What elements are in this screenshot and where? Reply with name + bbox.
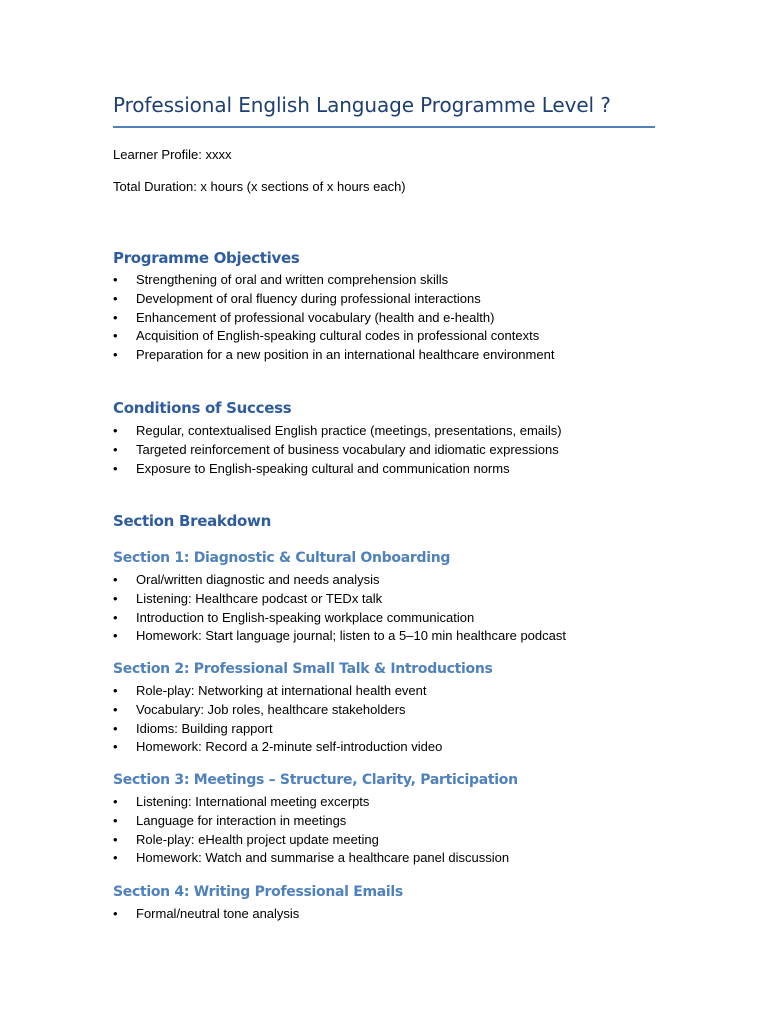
bullet-icon: • — [113, 441, 118, 457]
objectives-heading: Programme Objectives — [113, 249, 300, 267]
section-2-heading: Section 2: Professional Small Talk & Introductions — [113, 661, 493, 677]
section-4-list — [113, 905, 299, 924]
list-item-text: Strengthening of oral and written comprehension skills — [136, 272, 449, 287]
list-item-text: Idioms: Building rapport — [136, 720, 273, 736]
bullet-icon: • — [113, 328, 118, 344]
list-item-text: Acquisition of English-speaking cultural codes in professional contexts — [136, 328, 540, 344]
objectives-list — [113, 271, 554, 365]
list-item — [113, 720, 442, 739]
bullet-icon: • — [113, 572, 118, 587]
list-item — [113, 460, 562, 479]
section-4-heading: Section 4: Writing Professional Emails — [113, 884, 403, 900]
list-item-text: Oral/written diagnostic and needs analysis — [136, 572, 380, 587]
bullet-icon: • — [113, 683, 118, 698]
list-item — [113, 346, 554, 365]
bullet-icon: • — [113, 739, 118, 755]
list-item — [113, 309, 554, 328]
bullet-icon: • — [113, 831, 118, 847]
list-item-text: Vocabulary: Job roles, healthcare stakeholders — [136, 701, 406, 717]
list-item-text: Listening: Healthcare podcast or TEDx talk — [136, 590, 383, 606]
bullet-icon: • — [113, 423, 118, 438]
list-item — [113, 571, 566, 590]
document-title: Professional English Language Programme Level ? — [113, 93, 611, 117]
bullet-icon: • — [113, 290, 118, 306]
bullet-icon: • — [113, 272, 118, 287]
list-item-text: Regular, contextualised English practice (meetings, presentations, emails) — [136, 423, 562, 438]
list-item — [113, 905, 299, 924]
list-item — [113, 627, 566, 646]
list-item-text: Targeted reinforcement of business vocabulary and idiomatic expressions — [136, 441, 559, 457]
list-item — [113, 271, 554, 290]
list-item — [113, 290, 554, 309]
bullet-icon: • — [113, 794, 118, 809]
total-duration: Total Duration: x hours (x sections of x hours each) — [113, 179, 406, 194]
list-item-text: Language for interaction in meetings — [136, 812, 347, 828]
section-2-list — [113, 682, 442, 757]
list-item-text: Homework: Watch and summarise a healthcare panel discussion — [136, 850, 510, 866]
section-3-list — [113, 793, 509, 868]
bullet-icon: • — [113, 628, 118, 644]
list-item — [113, 441, 562, 460]
list-item — [113, 590, 566, 609]
bullet-icon: • — [113, 309, 118, 325]
list-item-text: Role-play: eHealth project update meeting — [136, 831, 379, 847]
list-item — [113, 682, 442, 701]
list-item-text: Homework: Record a 2-minute self-introduction video — [136, 739, 443, 755]
title-underline — [113, 126, 655, 128]
list-item — [113, 327, 554, 346]
bullet-icon: • — [113, 590, 118, 606]
section-1-heading: Section 1: Diagnostic & Cultural Onboarding — [113, 550, 451, 566]
list-item-text: Role-play: Networking at international health event — [136, 683, 427, 698]
section-1-list — [113, 571, 566, 646]
list-item — [113, 738, 442, 757]
list-item — [113, 793, 509, 812]
bullet-icon: • — [113, 906, 118, 921]
list-item-text: Enhancement of professional vocabulary (health and e-health) — [136, 309, 495, 325]
list-item — [113, 831, 509, 850]
list-item-text: Preparation for a new position in an international healthcare environment — [136, 347, 555, 363]
list-item-text: Exposure to English-speaking cultural and communication norms — [136, 460, 510, 476]
list-item — [113, 849, 509, 868]
bullet-icon: • — [113, 460, 118, 476]
bullet-icon: • — [113, 720, 118, 736]
bullet-icon: • — [113, 701, 118, 717]
list-item-text: Introduction to English-speaking workplace communication — [136, 609, 475, 625]
conditions-list — [113, 422, 562, 478]
bullet-icon: • — [113, 609, 118, 625]
list-item — [113, 422, 562, 441]
list-item — [113, 609, 566, 628]
list-item — [113, 701, 442, 720]
bullet-icon: • — [113, 850, 118, 866]
conditions-heading: Conditions of Success — [113, 399, 292, 417]
list-item — [113, 812, 509, 831]
bullet-icon: • — [113, 812, 118, 828]
bullet-icon: • — [113, 347, 118, 363]
section-3-heading: Section 3: Meetings – Structure, Clarity, Participation — [113, 772, 518, 788]
learner-profile: Learner Profile: xxxx — [113, 147, 232, 162]
list-item-text: Development of oral fluency during professional interactions — [136, 290, 481, 306]
list-item-text: Homework: Start language journal; listen to a 5–10 min healthcare podcast — [136, 628, 566, 644]
breakdown-heading: Section Breakdown — [113, 512, 271, 530]
list-item-text: Formal/neutral tone analysis — [136, 906, 300, 921]
list-item-text: Listening: International meeting excerpts — [136, 794, 370, 809]
